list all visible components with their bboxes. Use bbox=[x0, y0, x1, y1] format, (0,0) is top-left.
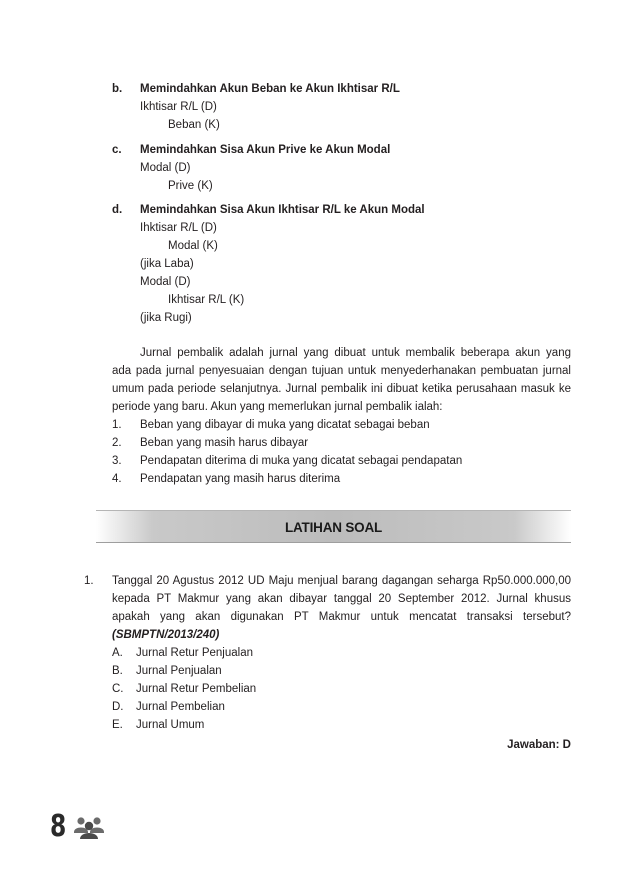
section-b-letter: b. bbox=[112, 83, 123, 95]
paragraph-line: ada pada jurnal penyesuaian dengan tujuan untuk menyederhanakan pembuatan jurnal bbox=[112, 365, 571, 377]
journal-credit-line: Beban (K) bbox=[168, 119, 220, 131]
option-text: Jurnal Penjualan bbox=[136, 665, 222, 677]
option-letter: C. bbox=[112, 683, 124, 695]
list-item-number: 1. bbox=[112, 419, 122, 431]
section-c-letter: c. bbox=[112, 144, 122, 156]
people-group-icon bbox=[72, 816, 106, 840]
journal-debit-line: Ikhtisar R/L (D) bbox=[140, 101, 217, 113]
option-letter: E. bbox=[112, 719, 123, 731]
list-item-number: 3. bbox=[112, 455, 122, 467]
list-item: Pendapatan diterima di muka yang dicatat sebagai pendapatan bbox=[140, 455, 463, 467]
question-number: 1. bbox=[84, 575, 94, 587]
option-letter: A. bbox=[112, 647, 123, 659]
section-c-heading: Memindahkan Sisa Akun Prive ke Akun Modal bbox=[140, 144, 391, 156]
section-d-heading: Memindahkan Sisa Akun Ikhtisar R/L ke Akun Modal bbox=[140, 204, 425, 216]
journal-credit-line: Prive (K) bbox=[168, 180, 213, 192]
option-text: Jurnal Retur Penjualan bbox=[136, 647, 253, 659]
option-text: Jurnal Pembelian bbox=[136, 701, 225, 713]
answer-key: Jawaban: D bbox=[507, 739, 571, 751]
journal-debit-line: Modal (D) bbox=[140, 162, 191, 174]
section-banner bbox=[96, 510, 571, 543]
journal-credit-line: Modal (K) bbox=[168, 240, 218, 252]
list-item: Beban yang dibayar di muka yang dicatat sebagai beban bbox=[140, 419, 430, 431]
section-b-heading: Memindahkan Akun Beban ke Akun Ikhtisar R/L bbox=[140, 83, 400, 95]
journal-debit-line: Ihktisar R/L (D) bbox=[140, 222, 217, 234]
paragraph-line: periode yang baru. Akun yang memerlukan jurnal pembalik ialah: bbox=[112, 401, 443, 413]
question-text-line: kepada PT Makmur yang akan dibayar tanggal 20 September 2012. Jurnal khusus bbox=[112, 593, 571, 605]
section-banner-title: LATIHAN SOAL bbox=[284, 520, 383, 535]
journal-condition-note: (jika Laba) bbox=[140, 258, 194, 270]
paragraph-line: umum pada periode selanjutnya. Jurnal pembalik ini dibuat ketika perusahaan masuk ke bbox=[112, 383, 571, 395]
question-text-line: Tanggal 20 Agustus 2012 UD Maju menjual barang dagangan seharga Rp50.000.000,00 bbox=[112, 575, 571, 587]
paragraph-line: Jurnal pembalik adalah jurnal yang dibuat untuk membalik beberapa akun yang bbox=[140, 347, 571, 359]
journal-condition-note: (jika Rugi) bbox=[140, 312, 192, 324]
question-source: (SBMPTN/2013/240) bbox=[112, 629, 220, 641]
option-letter: D. bbox=[112, 701, 124, 713]
section-d-letter: d. bbox=[112, 204, 123, 216]
list-item-number: 2. bbox=[112, 437, 122, 449]
option-text: Jurnal Retur Pembelian bbox=[136, 683, 257, 695]
journal-debit-line: Modal (D) bbox=[140, 276, 191, 288]
list-item: Beban yang masih harus dibayar bbox=[140, 437, 309, 449]
option-letter: B. bbox=[112, 665, 123, 677]
page-number: 8 bbox=[50, 809, 67, 844]
journal-credit-line: Ikhtisar R/L (K) bbox=[168, 294, 245, 306]
option-text: Jurnal Umum bbox=[136, 719, 205, 731]
question-text-line: apakah yang akan digunakan PT Makmur untuk mencatat transaksi tersebut? bbox=[112, 611, 571, 623]
list-item-number: 4. bbox=[112, 473, 122, 485]
list-item: Pendapatan yang masih harus diterima bbox=[140, 473, 341, 485]
